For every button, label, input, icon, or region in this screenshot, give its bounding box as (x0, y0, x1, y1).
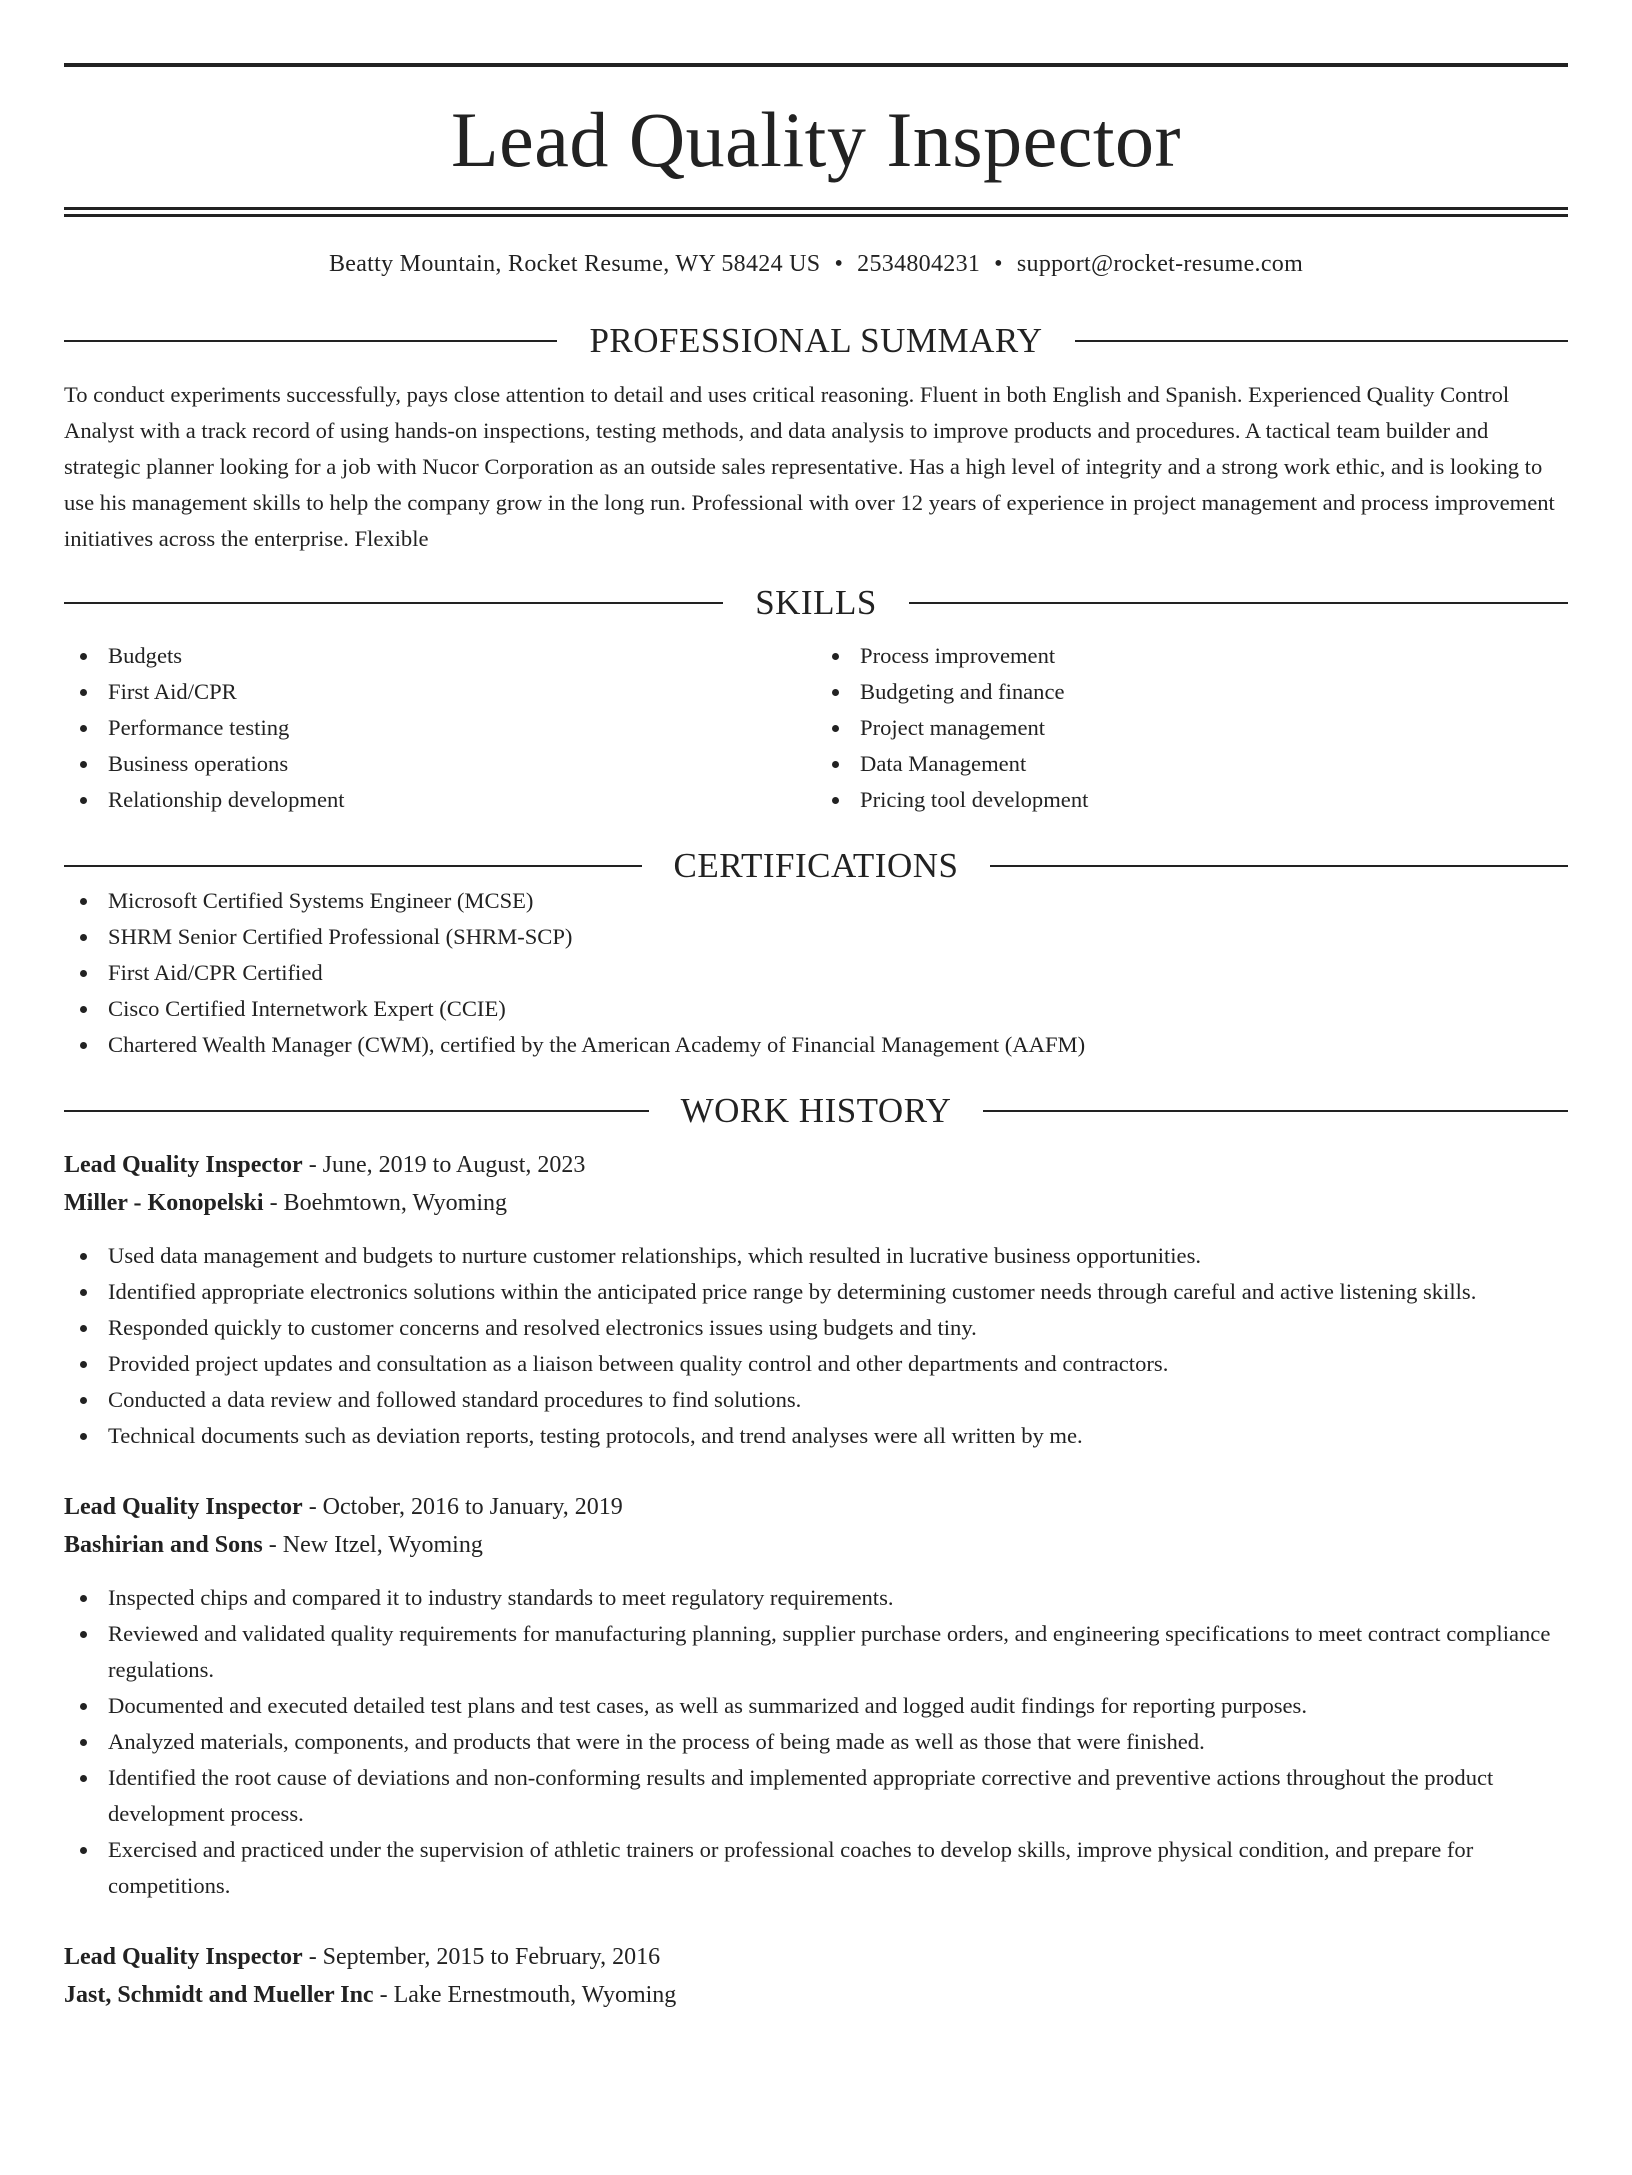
job-title-line (64, 1938, 1568, 1976)
job-bullet: Documented and executed detailed test plans and test cases, as well as summarized and logged audit findings for reporting purposes. (64, 1688, 1568, 1724)
certification-item: Cisco Certified Internetwork Expert (CCIE) (64, 991, 1568, 1027)
work-history-heading-text: WORK HISTORY (680, 1091, 952, 1130)
job-bullet: Identified the root cause of deviations and non-conforming results and implemented appropriate corrective and preventive actions throughout the product development process. (64, 1760, 1568, 1832)
skills-heading-text: SKILLS (755, 583, 877, 622)
job-company: Bashirian and Sons (64, 1532, 263, 1558)
skill-item: Budgeting and finance (816, 674, 1568, 710)
job-company: Miller - Konopelski (64, 1190, 264, 1216)
job-bullet: Provided project updates and consultation as a liaison between quality control and other departments and contractors. (64, 1346, 1568, 1382)
skills-heading (64, 585, 1568, 620)
heading-rule-right (990, 865, 1568, 867)
job-company-line (64, 1976, 1568, 2014)
skills-grid (64, 638, 1568, 818)
job-title: Lead Quality Inspector (64, 1494, 303, 1520)
contact-email: support@rocket-resume.com (1016, 251, 1304, 277)
job-title: Lead Quality Inspector (64, 1944, 303, 1970)
job-company: Jast, Schmidt and Mueller Inc (64, 1982, 374, 2008)
skills-list-left (64, 638, 816, 818)
job-entry (64, 1488, 1568, 1904)
heading-rule-left (64, 602, 723, 604)
job-bullets (64, 1238, 1568, 1454)
contact-phone: 2534804231 (857, 251, 981, 277)
job-bullet: Technical documents such as deviation reports, testing protocols, and trend analyses were all written by me. (64, 1418, 1568, 1454)
heading-rule-right (1075, 340, 1568, 342)
contact-separator: • (994, 251, 1003, 277)
job-title-line (64, 1488, 1568, 1526)
job-title-line (64, 1146, 1568, 1184)
resume-page (0, 63, 1632, 2175)
heading-rule-left (64, 1110, 649, 1112)
job-dates: - June, 2019 to August, 2023 (302, 1152, 586, 1178)
certification-item: Microsoft Certified Systems Engineer (MCSE) (64, 883, 1568, 919)
skill-item: First Aid/CPR (64, 674, 816, 710)
certifications-heading (64, 848, 1568, 883)
skill-item: Performance testing (64, 710, 816, 746)
job-bullet: Conducted a data review and followed standard procedures to find solutions. (64, 1382, 1568, 1418)
skill-item: Pricing tool development (816, 782, 1568, 818)
certifications-heading-text: CERTIFICATIONS (673, 846, 959, 885)
work-history-heading (64, 1093, 1568, 1128)
job-bullet: Analyzed materials, components, and products that were in the process of being made as well as those that were finished. (64, 1724, 1568, 1760)
certification-item: SHRM Senior Certified Professional (SHRM-SCP) (64, 919, 1568, 955)
skills-list-right (816, 638, 1568, 818)
summary-heading (64, 323, 1568, 358)
job-entry (64, 1146, 1568, 1454)
contact-address: Beatty Mountain, Rocket Resume, WY 58424 US (328, 251, 821, 277)
job-entry (64, 1938, 1568, 2014)
job-company-line (64, 1184, 1568, 1222)
title-double-rule (64, 207, 1568, 217)
contact-separator: • (834, 251, 844, 277)
job-bullet: Reviewed and validated quality requirements for manufacturing planning, supplier purchase orders, and engineering specifications to meet contract compliance regulations. (64, 1616, 1568, 1688)
certification-item: Chartered Wealth Manager (CWM), certified by the American Academy of Financial Management (AAFM) (64, 1027, 1568, 1063)
heading-rule-right (983, 1110, 1568, 1112)
heading-rule-left (64, 865, 642, 867)
summary-text: To conduct experiments successfully, pays close attention to detail and uses critical reasoning. Fluent in both English and Spanish. Experienced Quality Control Analyst with a track record of using hands-on inspections, testing methods, and data analysis to improve products and procedures. A tactical team builder and strategic planner looking for a job with Nucor Corporation as an outside sales representative. Has a high level of integrity and a strong work ethic, and is looking to use his management skills to help the company grow in the long run. Professional with over 12 years of experience in project management and process improvement initiatives across the enterprise. Flexible (64, 382, 1555, 551)
skill-item: Process improvement (816, 638, 1568, 674)
job-company-line (64, 1526, 1568, 1564)
job-location: - Lake Ernestmouth, Wyoming (373, 1982, 677, 2008)
job-bullet: Used data management and budgets to nurture customer relationships, which resulted in lucrative business opportunities. (64, 1238, 1568, 1274)
job-dates: - October, 2016 to January, 2019 (302, 1494, 623, 1520)
job-bullet: Identified appropriate electronics solutions within the anticipated price range by determining customer needs through careful and active listening skills. (64, 1274, 1568, 1310)
summary-heading-text: PROFESSIONAL SUMMARY (589, 321, 1043, 360)
job-bullet: Inspected chips and compared it to industry standards to meet regulatory requirements. (64, 1580, 1568, 1616)
skill-item: Business operations (64, 746, 816, 782)
resume-title: Lead Quality Inspector (450, 96, 1182, 183)
heading-rule-left (64, 340, 557, 342)
skill-item: Relationship development (64, 782, 816, 818)
skill-item: Budgets (64, 638, 816, 674)
job-title: Lead Quality Inspector (64, 1152, 303, 1178)
job-dates: - September, 2015 to February, 2016 (302, 1944, 661, 1970)
job-location: - Boehmtown, Wyoming (263, 1190, 507, 1216)
job-bullet: Exercised and practiced under the supervision of athletic trainers or professional coaches to develop skills, improve physical condition, and prepare for competitions. (64, 1832, 1568, 1904)
skill-item: Data Management (816, 746, 1568, 782)
certifications-list (64, 883, 1568, 1063)
skill-item: Project management (816, 710, 1568, 746)
heading-rule-right (909, 602, 1568, 604)
certification-item: First Aid/CPR Certified (64, 955, 1568, 991)
job-bullet: Responded quickly to customer concerns and resolved electronics issues using budgets and tiny. (64, 1310, 1568, 1346)
contact-line (64, 251, 1568, 278)
job-location: - New Itzel, Wyoming (262, 1532, 483, 1558)
job-bullets (64, 1580, 1568, 1904)
